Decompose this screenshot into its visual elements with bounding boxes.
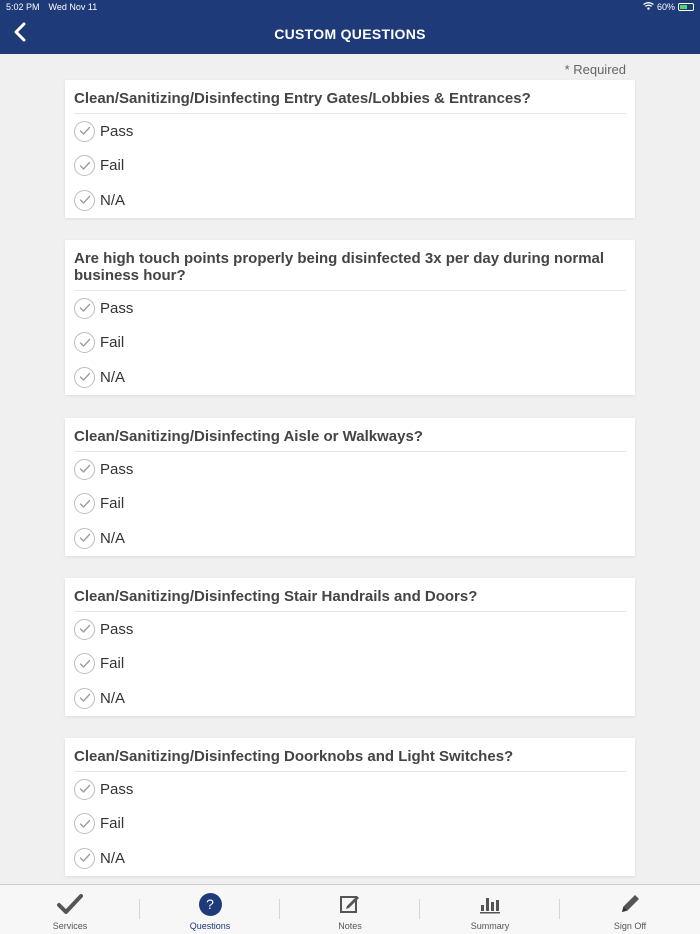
option-label: Fail — [100, 495, 125, 513]
option-na[interactable] — [65, 360, 635, 395]
option-label: Fail — [100, 815, 125, 833]
question-text: Clean/Sanitizing/Disinfecting Entry Gates/Lobbies & Entrances? — [74, 90, 531, 107]
check-circle-icon — [74, 190, 95, 211]
tab-label: Services — [52, 921, 88, 931]
tab-sign-off[interactable] — [560, 885, 700, 934]
status-date: Wed Nov 11 — [48, 2, 98, 12]
question-text: Clean/Sanitizing/Disinfecting Aisle or Walkways? — [74, 428, 423, 445]
option-label: Fail — [100, 157, 125, 175]
page-title: CUSTOM QUESTIONS — [274, 26, 426, 42]
option-pass[interactable] — [65, 291, 635, 326]
tab-services[interactable] — [0, 885, 140, 934]
wifi-icon — [643, 2, 654, 12]
check-circle-icon — [74, 332, 95, 353]
option-na[interactable] — [65, 681, 635, 716]
option-label: Fail — [100, 655, 125, 673]
option-label: Fail — [100, 334, 125, 352]
option-na[interactable] — [65, 183, 635, 218]
tab-label: Notes — [338, 921, 362, 931]
tab-notes[interactable] — [280, 885, 420, 934]
option-fail[interactable] — [65, 149, 635, 184]
chevron-left-icon — [13, 22, 27, 47]
question-card — [65, 738, 635, 876]
status-bar — [0, 0, 700, 14]
question-card — [65, 80, 635, 218]
tab-bar — [0, 884, 700, 934]
tab-label: Summary — [470, 921, 510, 931]
check-circle-icon — [74, 298, 95, 319]
option-fail[interactable] — [65, 647, 635, 682]
battery-percent: 60% — [656, 2, 675, 12]
option-label: N/A — [100, 529, 126, 547]
nav-bar — [0, 14, 700, 54]
check-circle-icon — [74, 459, 95, 480]
option-na[interactable] — [65, 521, 635, 556]
check-circle-icon — [74, 155, 95, 176]
check-circle-icon — [74, 848, 95, 869]
option-fail[interactable] — [65, 487, 635, 522]
edit-note-icon — [339, 892, 361, 916]
option-na[interactable] — [65, 841, 635, 876]
question-card — [65, 418, 635, 556]
option-label: Pass — [100, 620, 134, 638]
question-card — [65, 578, 635, 716]
back-button[interactable] — [8, 20, 32, 48]
option-label: Pass — [100, 780, 134, 798]
required-note: * Required — [564, 62, 626, 77]
questions-list[interactable] — [0, 54, 700, 884]
question-text: Clean/Sanitizing/Disinfecting Doorknobs and Light Switches? — [74, 748, 514, 765]
option-label: N/A — [100, 689, 126, 707]
check-circle-icon — [74, 653, 95, 674]
question-text: Are high touch points properly being disinfected 3x per day during normal business hour? — [74, 250, 605, 284]
option-pass[interactable] — [65, 114, 635, 149]
checkmark-icon — [57, 892, 83, 916]
check-circle-icon — [74, 121, 95, 142]
option-fail[interactable] — [65, 326, 635, 361]
option-label: Pass — [100, 122, 134, 140]
check-circle-icon — [74, 619, 95, 640]
check-circle-icon — [74, 528, 95, 549]
option-label: Pass — [100, 299, 134, 317]
tab-questions[interactable] — [140, 885, 280, 934]
option-label: N/A — [100, 368, 126, 386]
check-circle-icon — [74, 493, 95, 514]
battery-icon — [678, 3, 694, 11]
pencil-icon — [618, 892, 642, 916]
status-time: 5:02 PM — [6, 2, 40, 12]
option-pass[interactable] — [65, 772, 635, 807]
tab-summary[interactable] — [420, 885, 560, 934]
option-pass[interactable] — [65, 452, 635, 487]
option-label: N/A — [100, 191, 126, 209]
check-circle-icon — [74, 813, 95, 834]
question-icon: ? — [199, 892, 222, 916]
option-fail[interactable] — [65, 807, 635, 842]
question-text: Clean/Sanitizing/Disinfecting Stair Handrails and Doors? — [74, 588, 478, 605]
check-circle-icon — [74, 688, 95, 709]
question-card — [65, 240, 635, 395]
option-label: Pass — [100, 460, 134, 478]
check-circle-icon — [74, 367, 95, 388]
check-circle-icon — [74, 779, 95, 800]
bar-chart-icon — [479, 892, 501, 916]
option-label: N/A — [100, 849, 126, 867]
option-pass[interactable] — [65, 612, 635, 647]
tab-label: Questions — [189, 921, 231, 931]
tab-label: Sign Off — [613, 921, 647, 931]
